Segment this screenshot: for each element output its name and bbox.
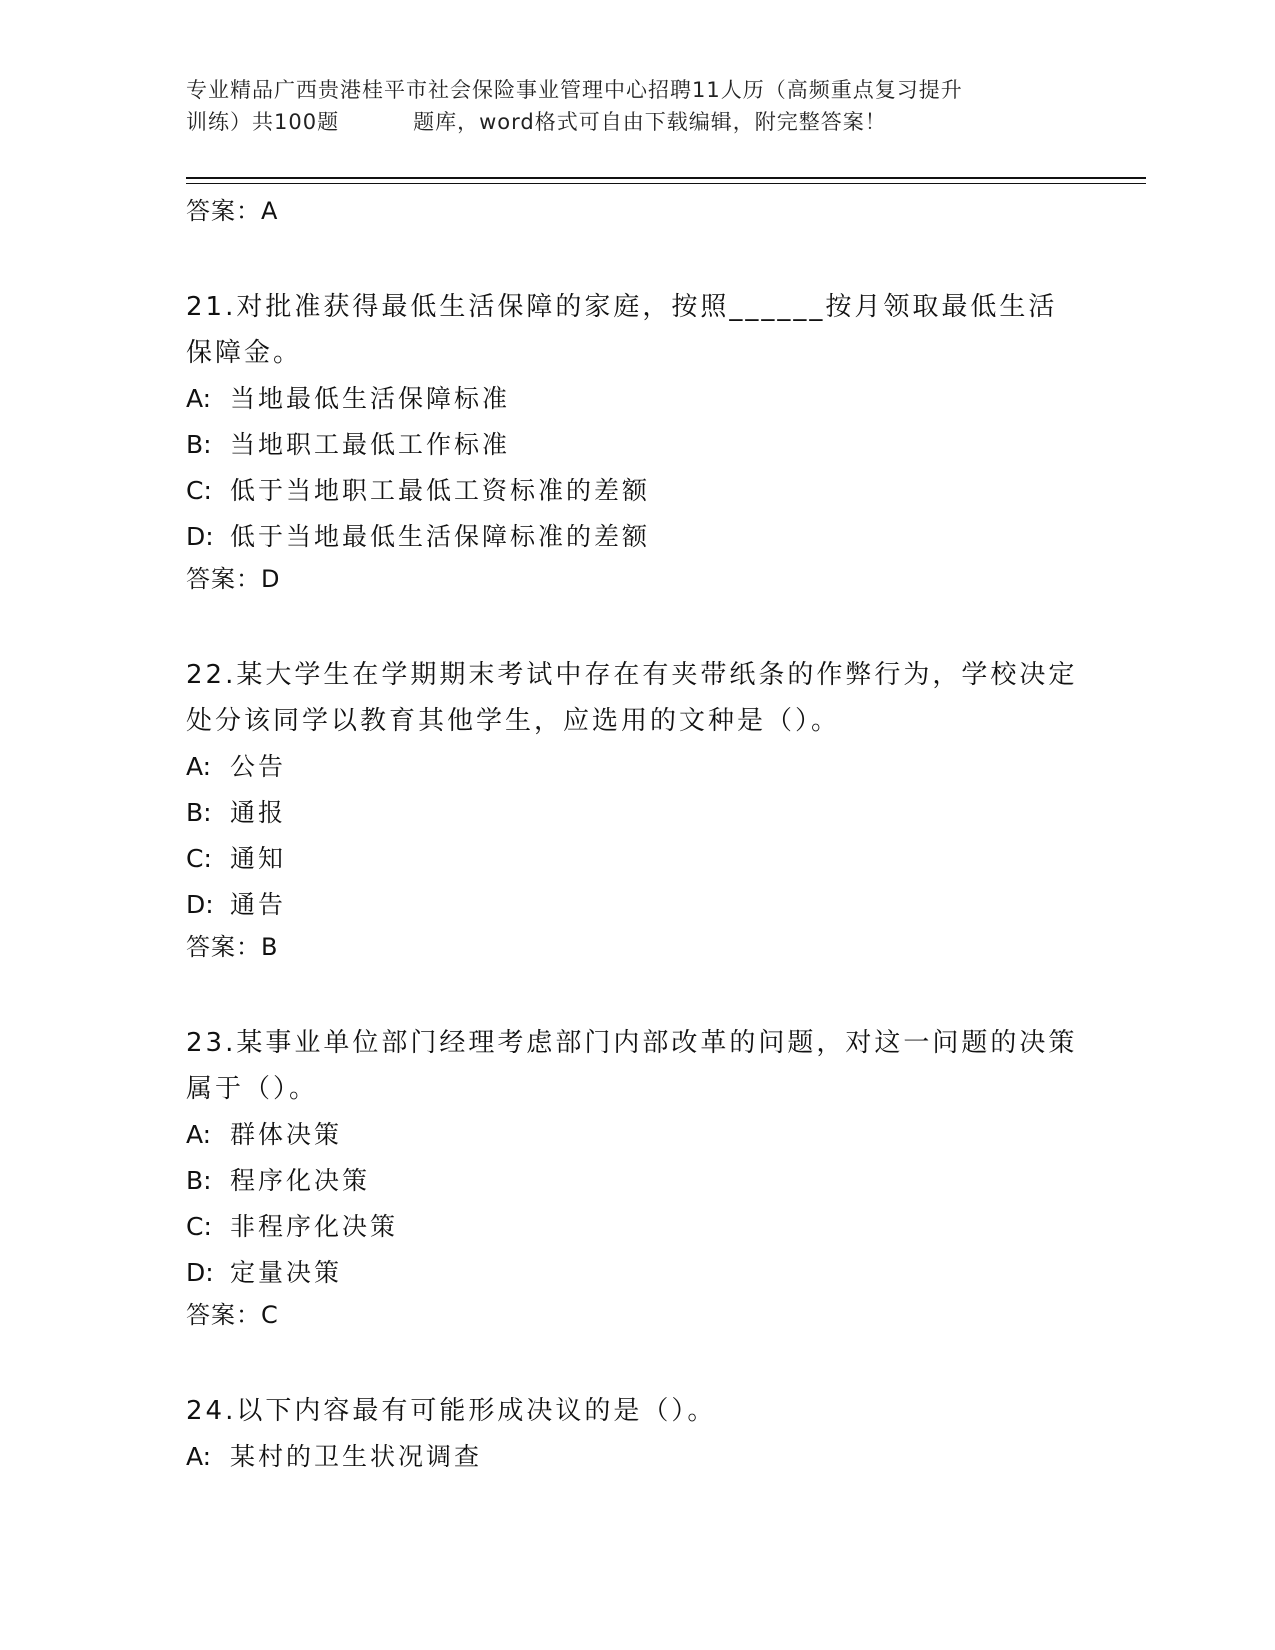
- option-a: [186, 744, 1086, 790]
- option-letter: C:: [186, 844, 212, 873]
- header-line-2-right: 题库，word格式可自由下载编辑，附完整答案！: [413, 110, 887, 134]
- option-letter: C:: [186, 476, 212, 505]
- option-letter: C:: [186, 1212, 212, 1241]
- question-text: 以下内容最有可能形成决议的是（）。: [236, 1396, 717, 1426]
- option-b: [186, 422, 1086, 468]
- option-d: [186, 514, 1086, 560]
- option-b: [186, 1158, 1086, 1204]
- option-letter: D:: [186, 890, 214, 919]
- question-text: 某大学生在学期期末考试中存在有夹带纸条的作弊行为，学校决定处分该同学以教育其他学生，应选用的文种是（）。: [186, 660, 1078, 736]
- option-letter: D:: [186, 1258, 214, 1287]
- option-text: 通知: [230, 844, 287, 873]
- header-line-2-left: 训练）共100题: [186, 110, 340, 134]
- option-text: 当地最低生活保障标准: [230, 384, 511, 413]
- question-24: [186, 1388, 1086, 1434]
- option-letter: A:: [186, 1120, 212, 1149]
- answer-line: 答案：B: [186, 933, 279, 961]
- option-a: [186, 1112, 1086, 1158]
- header-divider-thin: [186, 183, 1146, 184]
- option-a: [186, 1434, 1086, 1480]
- option-text: 公告: [230, 752, 287, 781]
- header-divider-thick: [186, 177, 1146, 179]
- option-letter: A:: [186, 384, 212, 413]
- option-a: [186, 376, 1086, 422]
- header-line-2: [186, 106, 1086, 138]
- option-text: 通报: [230, 798, 287, 827]
- option-d: [186, 882, 1086, 928]
- option-text: 定量决策: [230, 1258, 343, 1287]
- option-c: [186, 468, 1086, 514]
- option-text: 低于当地最低生活保障标准的差额: [230, 522, 651, 551]
- option-text: 群体决策: [230, 1120, 343, 1149]
- header-line-1: 专业精品广西贵港桂平市社会保险事业管理中心招聘11人历（高频重点复习提升: [186, 78, 963, 102]
- answer-line: 答案：D: [186, 565, 281, 593]
- question-number: 21.: [186, 292, 237, 322]
- question-23: [186, 1020, 1086, 1112]
- question-number: 23.: [186, 1028, 237, 1058]
- option-letter: B:: [186, 430, 212, 459]
- option-text: 当地职工最低工作标准: [230, 430, 511, 459]
- question-text: 对批准获得最低生活保障的家庭，按照______按月领取最低生活保障金。: [186, 292, 1058, 368]
- question-number: 24.: [186, 1396, 237, 1426]
- option-letter: D:: [186, 522, 214, 551]
- option-letter: A:: [186, 1442, 212, 1471]
- option-letter: A:: [186, 752, 212, 781]
- page-header: [186, 74, 1086, 138]
- question-text: 某事业单位部门经理考虑部门内部改革的问题，对这一问题的决策属于（）。: [186, 1028, 1078, 1104]
- answer-line: 答案：C: [186, 1301, 279, 1329]
- option-text: 非程序化决策: [230, 1212, 399, 1241]
- option-d: [186, 1250, 1086, 1296]
- option-text: 某村的卫生状况调查: [230, 1442, 483, 1471]
- option-c: [186, 1204, 1086, 1250]
- question-number: 22.: [186, 660, 237, 690]
- option-letter: B:: [186, 1166, 212, 1195]
- option-b: [186, 790, 1086, 836]
- question-22: [186, 652, 1086, 744]
- option-text: 低于当地职工最低工资标准的差额: [230, 476, 651, 505]
- question-list: [186, 192, 1086, 1480]
- option-text: 通告: [230, 890, 287, 919]
- answer-line: 答案：A: [186, 197, 279, 225]
- option-letter: B:: [186, 798, 212, 827]
- option-text: 程序化决策: [230, 1166, 371, 1195]
- option-c: [186, 836, 1086, 882]
- question-21: [186, 284, 1086, 376]
